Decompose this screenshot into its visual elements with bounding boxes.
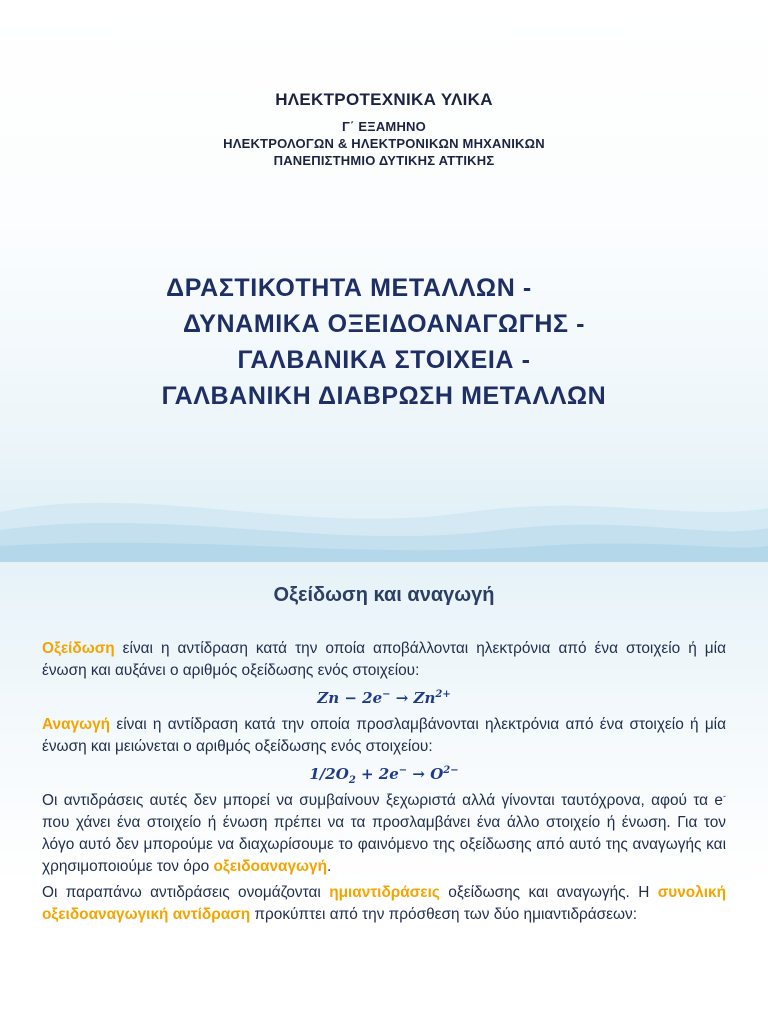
slide-title: Οξείδωση και αναγωγή [273,584,495,606]
eq-term: Zn [413,689,436,707]
eq-subscript: 2 [348,775,356,786]
oxidation-text: είναι η αντίδραση κατά την οποία αποβάλλονται ηλεκτρόνια από ένα στοιχείο ή μία ένωση και αυξάνει ο αριθμός οξείδωσης ενός στοιχείου: [42,640,726,679]
oxidation-paragraph [42,638,726,682]
eq-superscript: − [382,689,391,700]
slide-body [42,638,726,926]
course-title: ΗΛΕΚΤΡΟΤΕΧΝΙΚΑ ΥΛΙΚΑ [275,90,493,109]
eq-superscript: 2+ [435,689,451,700]
paragraph-text: Οι παραπάνω αντιδράσεις ονομάζονται [42,884,330,901]
paragraph-text: Οι αντιδράσεις αυτές δεν μπορεί να συμβαίνουν ξεχωριστά αλλά γίνονται ταυτόχρονα, αφού τα e [42,792,723,809]
equation-oxidation [42,687,726,709]
eq-operator: + 2 [355,765,390,783]
course-header [0,90,768,169]
equation-reduction [42,763,726,785]
title-line: ΔΥΝΑΜΙΚΑ ΟΞΕΙΔΟΑΝΑΓΩΓΗΣ - [182,310,586,338]
eq-term: Zn [317,689,340,707]
keyword-reduction: Αναγωγή [42,716,111,733]
university: ΠΑΝΕΠΙΣΤΗΜΙΟ ΔΥΤΙΚΗΣ ΑΤΤΙΚΗΣ [273,153,495,168]
eq-superscript: − [398,765,408,776]
eq-term: 1/2 [309,765,336,783]
eq-operator: − 2 [339,689,373,707]
eq-arrow: → [390,689,414,707]
eq-term: O [430,765,444,783]
paragraph-text: . [327,858,332,875]
department: ΗΛΕΚΤΡΟΛΟΓΩΝ & ΗΛΕΚΤΡΟΝΙΚΩΝ ΜΗΧΑΝΙΚΩΝ [223,136,545,151]
half-reactions-paragraph [42,882,726,926]
eq-term: e [372,689,383,707]
wave-decoration [0,442,768,562]
keyword-oxidation: Οξείδωση [42,640,115,657]
eq-term: O [335,765,349,783]
keyword-redox: οξειδοαναγωγή [213,858,328,875]
keyword-overall-reaction: συνολική οξειδοαναγωγική αντίδραση [42,884,726,923]
content-slide [0,562,768,1024]
title-line: ΓΑΛΒΑΝΙΚΗ ΔΙΑΒΡΩΣΗ ΜΕΤΑΛΛΩΝ [161,382,607,410]
title-line: ΓΑΛΒΑΝΙΚΑ ΣΤΟΙΧΕΙΑ - [237,346,531,374]
paragraph-text: προκύπτει από την πρόσθεση των δύο ημιαντιδράσεων: [250,906,638,923]
reduction-paragraph [42,714,726,758]
presentation-title [0,270,768,414]
reduction-text: είναι η αντίδραση κατά την οποία προσλαμβάνονται ηλεκτρόνια από ένα στοιχείο ή μία ένωση και μειώνεται ο αριθμός οξείδωσης ενός στοιχείου: [42,716,726,755]
keyword-half-reactions: ημιαντιδράσεις [329,884,440,901]
eq-arrow: → [407,765,431,783]
eq-term: e [389,765,399,783]
semester: Γ΄ ΕΞΑΜΗΝΟ [342,119,426,134]
redox-paragraph [42,790,726,878]
electron-superscript: - [723,790,726,801]
eq-superscript: 2− [443,765,459,776]
paragraph-text: που χάνει ένα στοιχείο ή ένωση πρέπει να τα προσλαμβάνει ένα άλλο στοιχείο ή ένωση. Για τον λόγο αυτό δεν μπορούμε να διαχωρίσουμε το φαινόμενο της οξείδωσης από αυτό της αναγωγής και χρησιμοποιούμε τον όρο [42,814,726,875]
paragraph-text: οξείδωσης και αναγωγής. Η [439,884,658,901]
title-line: ΔΡΑΣΤΙΚΟΤΗΤΑ ΜΕΤΑΛΛΩΝ - [166,274,532,302]
